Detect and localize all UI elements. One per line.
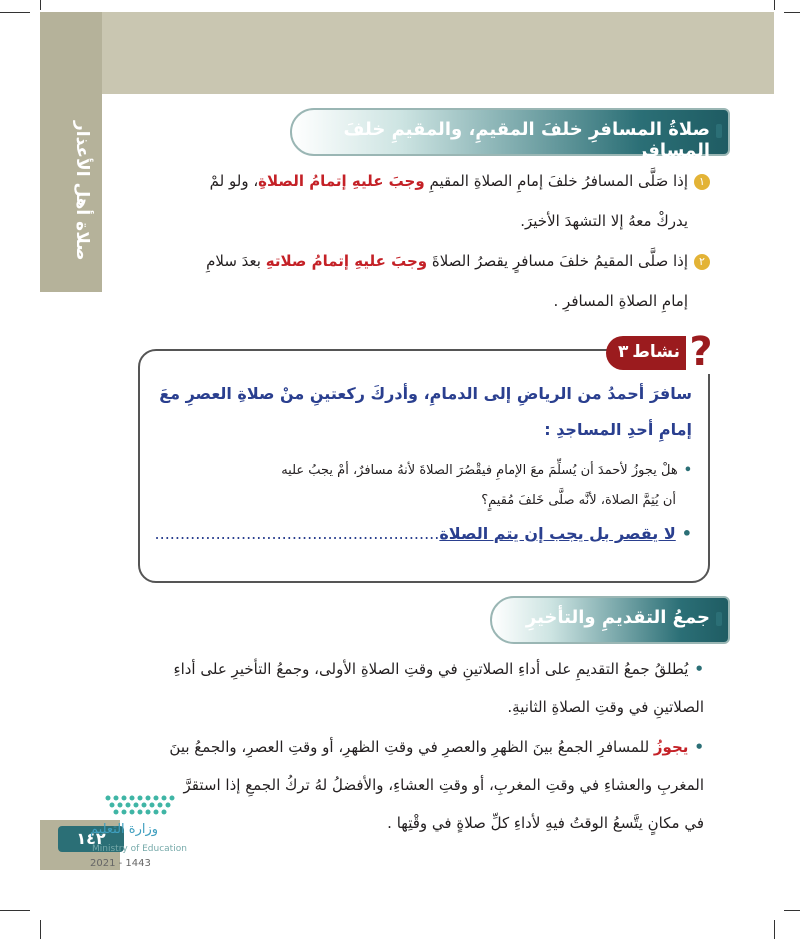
question-text: هلْ يجوزُ لأحمدَ أن يُسلِّمَ معَ الإمامِ فيقْصُرَ الصلاةَ لأنهُ مسافرٌ، أمْ يجبُ عليه bbox=[281, 463, 678, 478]
activity-question bbox=[132, 458, 692, 484]
bullet-lead: يجوزُ bbox=[653, 738, 689, 756]
rule-item-2 bbox=[90, 244, 710, 278]
activity-prompt-line2: إمامِ أحدِ المساجدِ : bbox=[544, 420, 692, 439]
bullet-item-2 bbox=[94, 730, 704, 764]
bullet-item-2-line2: المغربِ والعشاءِ في وقتِ المغربِ، أو وقتِ العشاءِ، والأفضلُ لهُ تركُ الجمعِ إذا استقرَّ bbox=[183, 776, 704, 794]
handwritten-answer: لا يقصر بل يجب إن يتم الصلاة bbox=[439, 524, 676, 543]
activity-tag bbox=[606, 329, 713, 375]
rule-highlight: وجبَ عليهِ إتمامُ الصلاةِ bbox=[258, 172, 425, 190]
rule-item-1 bbox=[110, 164, 710, 198]
chapter-side-title: صلاة أهل الأعذار bbox=[72, 121, 92, 261]
number-icon: ١ bbox=[694, 174, 710, 190]
ministry-name-en: Ministry of Education bbox=[92, 844, 187, 854]
crop-mark bbox=[784, 910, 800, 911]
rule-text: إذا صلَّى المقيمُ خلفَ مسافرٍ يقصرُ الصلاةَ bbox=[427, 252, 688, 270]
rule-item-2-line2 bbox=[108, 284, 688, 318]
crop-mark bbox=[784, 12, 800, 13]
bullet-icon: • bbox=[694, 738, 704, 756]
question-mark-icon: ? bbox=[686, 330, 716, 374]
banner-accent bbox=[716, 612, 722, 626]
section-title: جمعُ التقديمِ والتأخيرِ bbox=[525, 607, 710, 628]
activity-answer-line bbox=[132, 520, 692, 548]
section-title-banner bbox=[290, 108, 730, 161]
bullet-icon: • bbox=[683, 463, 692, 478]
crop-mark bbox=[774, 920, 775, 939]
crop-mark bbox=[0, 910, 30, 911]
crop-mark bbox=[0, 12, 30, 13]
crop-mark bbox=[40, 0, 41, 10]
rule-text: بعدَ سلامِ bbox=[206, 252, 266, 270]
bullet-item-1-line2: الصلاتينِ في وقتِ الصلاةِ الثانيةِ. bbox=[507, 698, 704, 716]
crop-mark bbox=[774, 0, 775, 10]
activity-label: نشاط bbox=[632, 342, 680, 362]
bullet-icon: • bbox=[681, 524, 692, 543]
rule-highlight: وجبَ عليهِ إتمامُ صلاتهِ bbox=[265, 252, 428, 270]
banner-accent bbox=[716, 124, 722, 138]
header-band bbox=[40, 12, 774, 94]
rule-text: إمامِ الصلاةِ المسافرِ . bbox=[553, 292, 688, 310]
bullet-text: للمسافرِ الجمعُ بينَ الظهرِ والعصرِ في وقتِ الظهرِ، أو وقتِ العصرِ، والجمعُ بينَ bbox=[169, 738, 654, 756]
section-title: صلاةُ المسافرِ خلفَ المقيمِ، والمقيمِ خلفَ المسافرِ bbox=[343, 119, 710, 161]
section-title-banner bbox=[490, 596, 730, 644]
activity-prompt: سافرَ أحمدُ من الرياضِ إلى الدمامِ، وأدركَ ركعتينِ منْ صلاةِ العصرِ معَ bbox=[159, 384, 692, 403]
bullet-icon: • bbox=[694, 660, 704, 678]
number-icon: ٢ bbox=[694, 254, 710, 270]
rule-text: يدركْ معهُ إلا التشهدَ الأخيرَ. bbox=[520, 212, 688, 230]
edition-year: 2021 - 1443 bbox=[90, 858, 151, 869]
crop-mark bbox=[40, 920, 41, 939]
ministry-logo-icon bbox=[102, 792, 182, 818]
bullet-item-1 bbox=[94, 652, 704, 686]
rule-text: ، ولو لمْ bbox=[209, 172, 259, 190]
rule-text: إذا صَلَّى المسافرُ خلفَ إمامِ الصلاةِ المقيمِ bbox=[424, 172, 688, 190]
bullet-text: يُطلقُ جمعُ التقديمِ على أداءِ الصلاتينِ في وقتِ الصلاةِ الأولى، وجمعُ التأخيرِ على أداءِ bbox=[173, 660, 689, 678]
rule-item-1-line2 bbox=[108, 204, 688, 238]
activity-question-line2: أن يُتِمَّ الصلاة، لأنَّه صلَّى خَلفَ مُقيمٍ؟ bbox=[481, 493, 676, 508]
answer-dots: ........................................................ bbox=[154, 524, 440, 543]
bullet-item-2-line3: في مكانٍ يتَّسعُ الوقتُ فيهِ لأداءِ كلِّ صلاةٍ في وقْتِها . bbox=[387, 814, 704, 832]
ministry-name-ar: وزارة التعليم bbox=[90, 822, 159, 837]
activity-number: ٣ bbox=[618, 342, 629, 362]
page-number: ١٤٢ bbox=[58, 826, 124, 852]
